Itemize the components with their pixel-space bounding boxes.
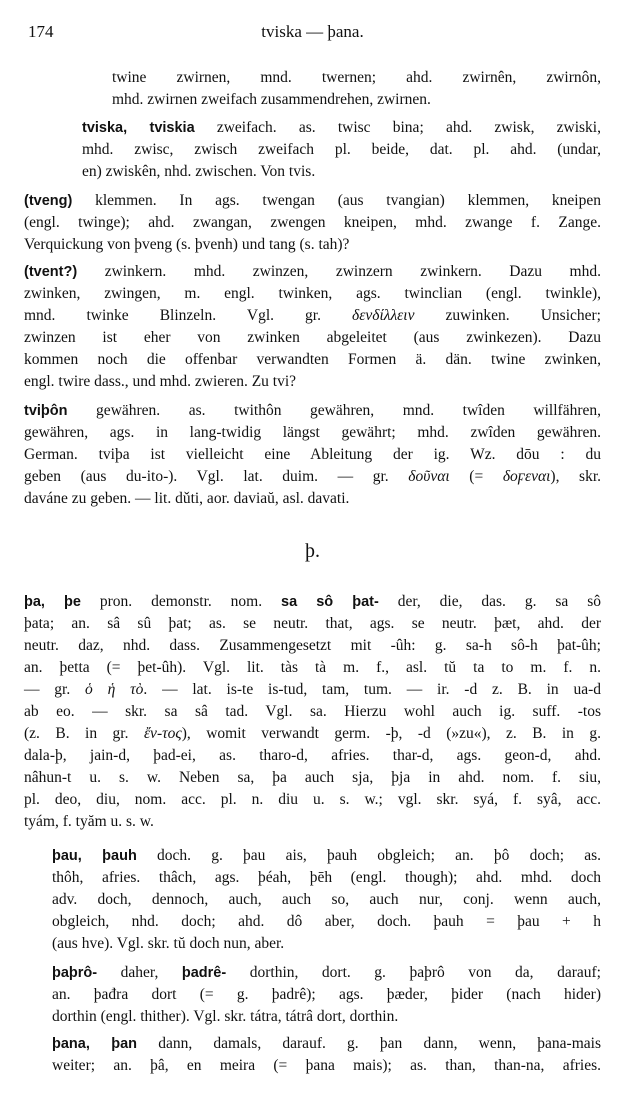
text-line [82, 162, 601, 182]
headword: þau, þauh [52, 848, 137, 864]
text-line [24, 235, 601, 255]
entry-text: der, die, das. g. sa sô [378, 593, 601, 610]
text-line [52, 890, 601, 910]
entry-text: geben (aus du-ito-). Vgl. lat. duim. — gr. [24, 468, 409, 485]
entry-text: (= [449, 468, 503, 485]
entry-text: pl. deo, diu, nom. acc. pl. n. diu u. s. w.; vgl. skr. syá, f. syâ, acc. [24, 791, 601, 808]
entry-text: adv. doch, dennoch, auch, auch so, auch nur, conj. wenn auch, [52, 891, 601, 908]
entry-text: dorthin, dort. g. þaþrô von da, darauf; [226, 964, 601, 981]
entry-text: þata; an. sâ sû þat; as. se neutr. that, ags. se neutr. þæt, ahd. der [24, 615, 601, 632]
entry-text: dorthin (engl. thither). Vgl. skr. tátra, tátrâ dort, dorthin. [52, 1008, 399, 1025]
text-line [24, 724, 601, 744]
headword: tviska, tviskia [82, 120, 195, 136]
text-line [52, 1034, 601, 1054]
text-line [24, 812, 601, 832]
entry-text: dala-þ, jain-d, þad-ei, as. tharo-d, afries. thar-d, ags. geon-d, ahd. [24, 747, 601, 764]
text-line [52, 1056, 601, 1076]
headword: (tveng) [24, 193, 73, 209]
greek-word: δοῦναι [408, 468, 450, 485]
entry-text: Verquickung von þveng (s. þvenh) und tang (s. tah)? [24, 236, 350, 253]
headword: sa sô þat- [281, 594, 379, 610]
entry-text: weiter; an. þâ, en meira (= þana mais); as. than, than-na, afries. [52, 1057, 601, 1074]
entry-text: — gr. [24, 681, 86, 698]
text-line [52, 1007, 601, 1027]
text-line [24, 213, 601, 233]
entry-text: zuwinken. Unsicher; [414, 307, 601, 324]
greek-word: δοϝεναι [502, 468, 551, 485]
text-line [52, 868, 601, 888]
text-line [82, 140, 601, 160]
entry-text: . — lat. is-te is-tud, tam, tum. — ir. -d z. B. in ua-d [143, 681, 601, 698]
text-line [52, 985, 601, 1005]
headword: þadrê- [181, 965, 227, 981]
entry-text: mnd. twinke Blinzeln. Vgl. gr. [24, 307, 353, 324]
entry-text: tyám, f. tyăm u. s. w. [24, 813, 154, 830]
text-line [24, 350, 601, 370]
text-line [112, 90, 601, 110]
text-line [24, 467, 601, 487]
text-line [52, 934, 601, 954]
entry-text: gewähren, ags. in lang-twidig längst gewährt; mhd. zwîden gewähren. [24, 424, 601, 441]
greek-word: ὁ ἡ τὸ [85, 681, 144, 698]
entry-text: ), skr. [550, 468, 602, 485]
entry-text: nâhun-t u. s. w. Neben sa, þa auch sja, þja in ahd. nom. f. siu, [24, 769, 601, 786]
entry-text: kommen noch die offenbar verwandten Formen ä. dän. twine zwinken, [24, 351, 601, 368]
entry-text: neutr. daz, nhd. dass. Zusammengesetzt mit -ûh: g. sa-h sô-h þat-ûh; [24, 637, 601, 654]
entry-text: ab eo. — skr. sa sâ tad. Vgl. sa. Hierzu wohl auch ig. suff. -tos [24, 703, 601, 720]
text-line [52, 963, 601, 983]
entry-text: zweifach. as. twisc bina; ahd. zwisk, zwiski, [194, 119, 601, 136]
entry-text: klemmen. In ags. twengan (aus tvangian) klemmen, kneipen [72, 192, 601, 209]
text-line [24, 423, 601, 443]
running-head: tviska — þana. [261, 22, 364, 41]
headword: tviþôn [24, 403, 68, 419]
text-line [24, 746, 601, 766]
text-line [24, 372, 601, 392]
text-line [24, 328, 601, 348]
text-line [82, 118, 601, 138]
text-line [24, 262, 601, 282]
entry-text: mhd. zwisc, zwisch zweifach pl. beide, dat. pl. ahd. (undar, [82, 141, 601, 158]
entry-text: (engl. twinge); ahd. zwangan, zwengen kneipen, mhd. zwange f. Zange. [24, 214, 601, 231]
text-line [52, 846, 601, 866]
text-line [24, 592, 601, 612]
section-letter-heading: þ. [305, 540, 320, 562]
greek-word: δενδίλλειν [352, 307, 415, 324]
entry-text: thôh, afries. thâch, ags. þéah, þēh (engl. though); ahd. mhd. doch [52, 869, 601, 886]
text-line [24, 284, 601, 304]
entry-text: daváne zu geben. — lit. dǔti, aor. daviaŭ, asl. davati. [24, 490, 350, 507]
text-line [24, 790, 601, 810]
entry-text: daher, [97, 964, 182, 981]
text-line [24, 680, 601, 700]
entry-text: (aus hve). Vgl. skr. tŭ doch nun, aber. [52, 935, 285, 952]
entry-text: mhd. zwirnen zweifach zusammendrehen, zwirnen. [112, 91, 431, 108]
entry-text: en) zwiskên, nhd. zwischen. Von tvis. [82, 163, 316, 180]
page-number: 174 [28, 22, 54, 41]
entry-text: gewähren. as. twithôn gewähren, mnd. twîden willfähren, [67, 402, 601, 419]
text-line [24, 306, 601, 326]
entry-text: doch. g. þau ais, þauh obgleich; an. þô doch; as. [136, 847, 601, 864]
text-line [24, 614, 601, 634]
headword: þa, þe [24, 594, 81, 610]
text-line [112, 68, 601, 88]
entry-text: ), womit verwandt germ. -þ, -d (»zu«), z. B. in g. [181, 725, 601, 742]
entry-text: an. þetta (= þet-ûh). Vgl. lit. tàs tà m. f., asl. tŭ ta to m. f. n. [24, 659, 601, 676]
text-line [24, 445, 601, 465]
text-line [24, 768, 601, 788]
entry-text: German. tviþa ist vielleicht eine Ableitung der ig. Wz. dōu : du [24, 446, 601, 463]
text-line [24, 489, 601, 509]
entry-text: pron. demonstr. nom. [80, 593, 282, 610]
entry-text: engl. twire dass., und mhd. zwieren. Zu tvi? [24, 373, 297, 390]
entry-text: zwinkern. mhd. zwinzen, zwinzern zwinkern. Dazu mhd. [77, 263, 601, 280]
entry-text: obgleich, nhd. doch; ahd. dô aber, doch. þauh = þau + h [52, 913, 601, 930]
text-line [24, 636, 601, 656]
text-line [24, 702, 601, 722]
headword: (tvent?) [24, 264, 78, 280]
text-line [24, 401, 601, 421]
entry-text: zwinken, zwingen, m. engl. twinken, ags. twinclian (engl. twinkle), [24, 285, 601, 302]
headword: þana, þan [52, 1036, 138, 1052]
entry-text: zwinzen ist eher von zwinken abgeleitet (aus zwinkezen). Dazu [24, 329, 601, 346]
text-line [24, 191, 601, 211]
text-line [52, 912, 601, 932]
entry-text: twine zwirnen, mnd. twernen; ahd. zwirnên, zwirnôn, [112, 69, 601, 86]
entry-text: an. þađra dort (= g. þadrê); ags. þæder, þider (nach hider) [52, 986, 601, 1003]
text-line [24, 658, 601, 678]
entry-text: (z. B. in gr. [24, 725, 144, 742]
greek-word: ἔν-τος [143, 725, 182, 742]
entry-text: dann, damals, darauf. g. þan dann, wenn, þana-mais [137, 1035, 601, 1052]
headword: þaþrô- [52, 965, 98, 981]
